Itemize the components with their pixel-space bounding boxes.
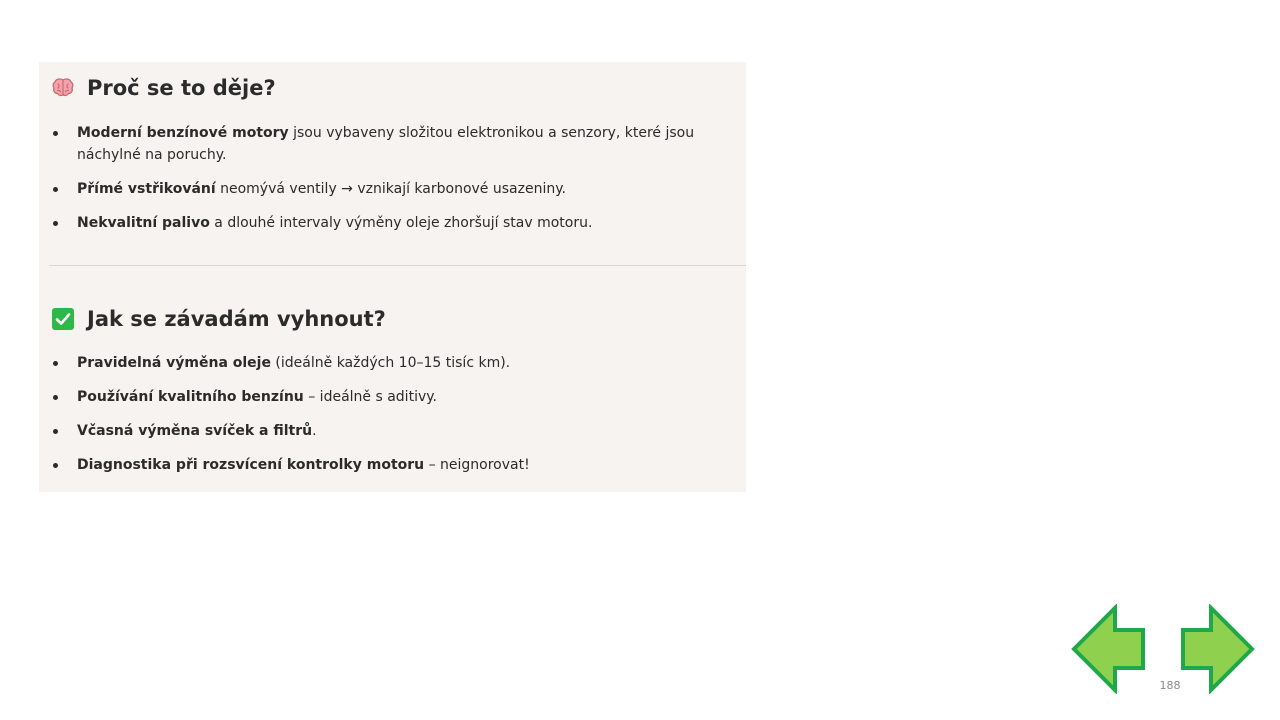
section-title-text: Proč se to děje? — [87, 76, 276, 100]
section-title-text: Jak se závadám vyhnout? — [87, 307, 386, 331]
list-item-bold: Přímé vstřikování — [77, 181, 216, 197]
brain-icon — [51, 76, 75, 100]
list-item-bold: Používání kvalitního benzínu — [77, 389, 304, 405]
list-item-text: neomývá ventily → vznikají karbonové usazeniny. — [215, 181, 566, 197]
section-title-how — [51, 307, 386, 331]
previous-slide-button[interactable] — [1071, 604, 1151, 694]
list-item-text: a dlouhé intervaly výměny oleje zhoršují stav motoru. — [209, 215, 593, 231]
list-item-text: – neignorovat! — [424, 457, 530, 473]
list-item-bold: Moderní benzínové motory — [77, 125, 289, 141]
list-item — [39, 420, 746, 442]
list-item — [39, 122, 746, 166]
arrow-left-icon — [1071, 604, 1151, 694]
why-list — [39, 122, 746, 246]
list-item-text: (ideálně každých 10–15 tisíc km). — [270, 355, 511, 371]
list-item — [39, 386, 746, 408]
list-item — [39, 454, 746, 476]
list-item-text: – ideálně s aditivy. — [303, 389, 437, 405]
list-item-bold: Diagnostika při rozsvícení kontrolky motoru — [77, 457, 425, 473]
list-item-bold: Nekvalitní palivo — [77, 215, 210, 231]
page-number: 188 — [1159, 679, 1181, 692]
section-title-why — [51, 76, 276, 100]
list-item-text: jsou vybaveny složitou elektronikou a senzory, které jsou náchylné na poruchy. — [77, 125, 695, 163]
check-mark-icon — [51, 307, 75, 331]
list-item-text: . — [312, 423, 317, 439]
how-list — [39, 352, 746, 488]
content-panel — [39, 62, 746, 492]
list-item — [39, 212, 746, 234]
section-divider — [49, 265, 746, 266]
list-item-bold: Pravidelná výměna oleje — [77, 355, 271, 371]
list-item — [39, 352, 746, 374]
list-item — [39, 178, 746, 200]
list-item-bold: Včasná výměna svíček a filtrů — [77, 423, 313, 439]
